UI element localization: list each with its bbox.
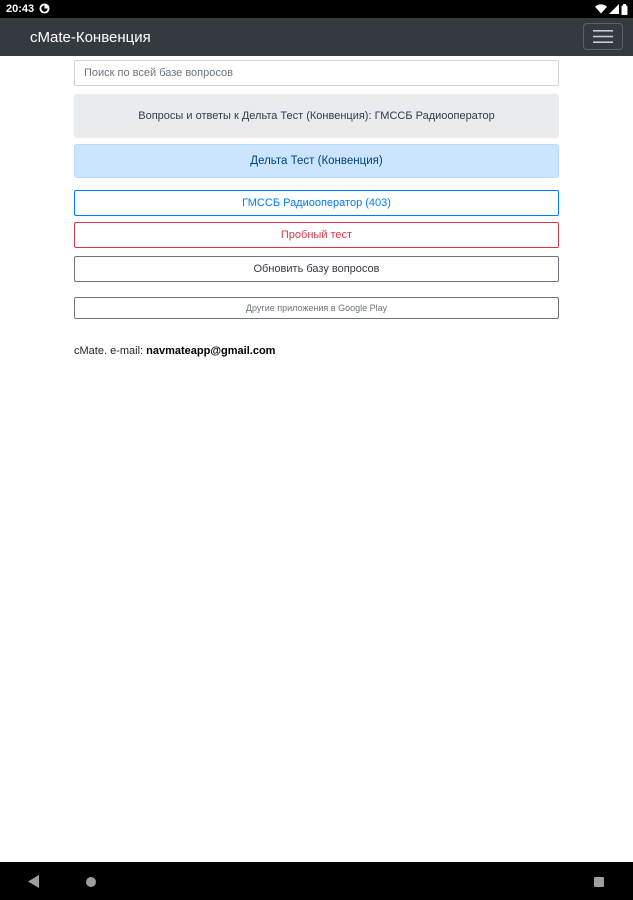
app-notification-icon xyxy=(39,3,50,14)
footer-contact xyxy=(74,344,559,358)
footer-email[interactable]: navmateapp@gmail.com xyxy=(146,345,276,357)
app-bar xyxy=(0,18,633,56)
recents-icon[interactable] xyxy=(594,877,604,887)
section-title-text: Дельта Тест (Конвенция) xyxy=(250,155,383,167)
update-database-button[interactable]: Обновить базу вопросов xyxy=(74,256,559,282)
other-apps-button[interactable]: Другие приложения в Google Play xyxy=(74,297,559,319)
status-bar xyxy=(0,0,633,18)
section-title xyxy=(74,144,559,178)
trial-test-button[interactable]: Пробный тест xyxy=(74,222,559,248)
menu-button[interactable] xyxy=(583,23,623,50)
page-header xyxy=(74,94,559,138)
battery-icon xyxy=(621,4,628,15)
back-icon[interactable] xyxy=(28,875,39,888)
cellular-signal-icon xyxy=(609,4,619,14)
home-icon[interactable] xyxy=(86,877,96,887)
hamburger-menu-icon xyxy=(593,29,613,44)
navigation-bar xyxy=(0,862,633,900)
page-header-text: Вопросы и ответы к Дельта Тест (Конвенция): ГМССБ Радиооператор xyxy=(138,110,495,122)
app-title: cMate-Конвенция xyxy=(30,29,151,46)
category-button-gmdss-radio-operator[interactable]: ГМССБ Радиооператор (403) xyxy=(74,190,559,216)
search-input[interactable] xyxy=(74,60,559,86)
main-content xyxy=(74,60,559,358)
status-icons xyxy=(595,3,628,15)
wifi-icon xyxy=(595,4,607,14)
footer-prefix: cMate. e-mail: xyxy=(74,345,147,357)
status-time: 20:43 xyxy=(6,3,35,15)
